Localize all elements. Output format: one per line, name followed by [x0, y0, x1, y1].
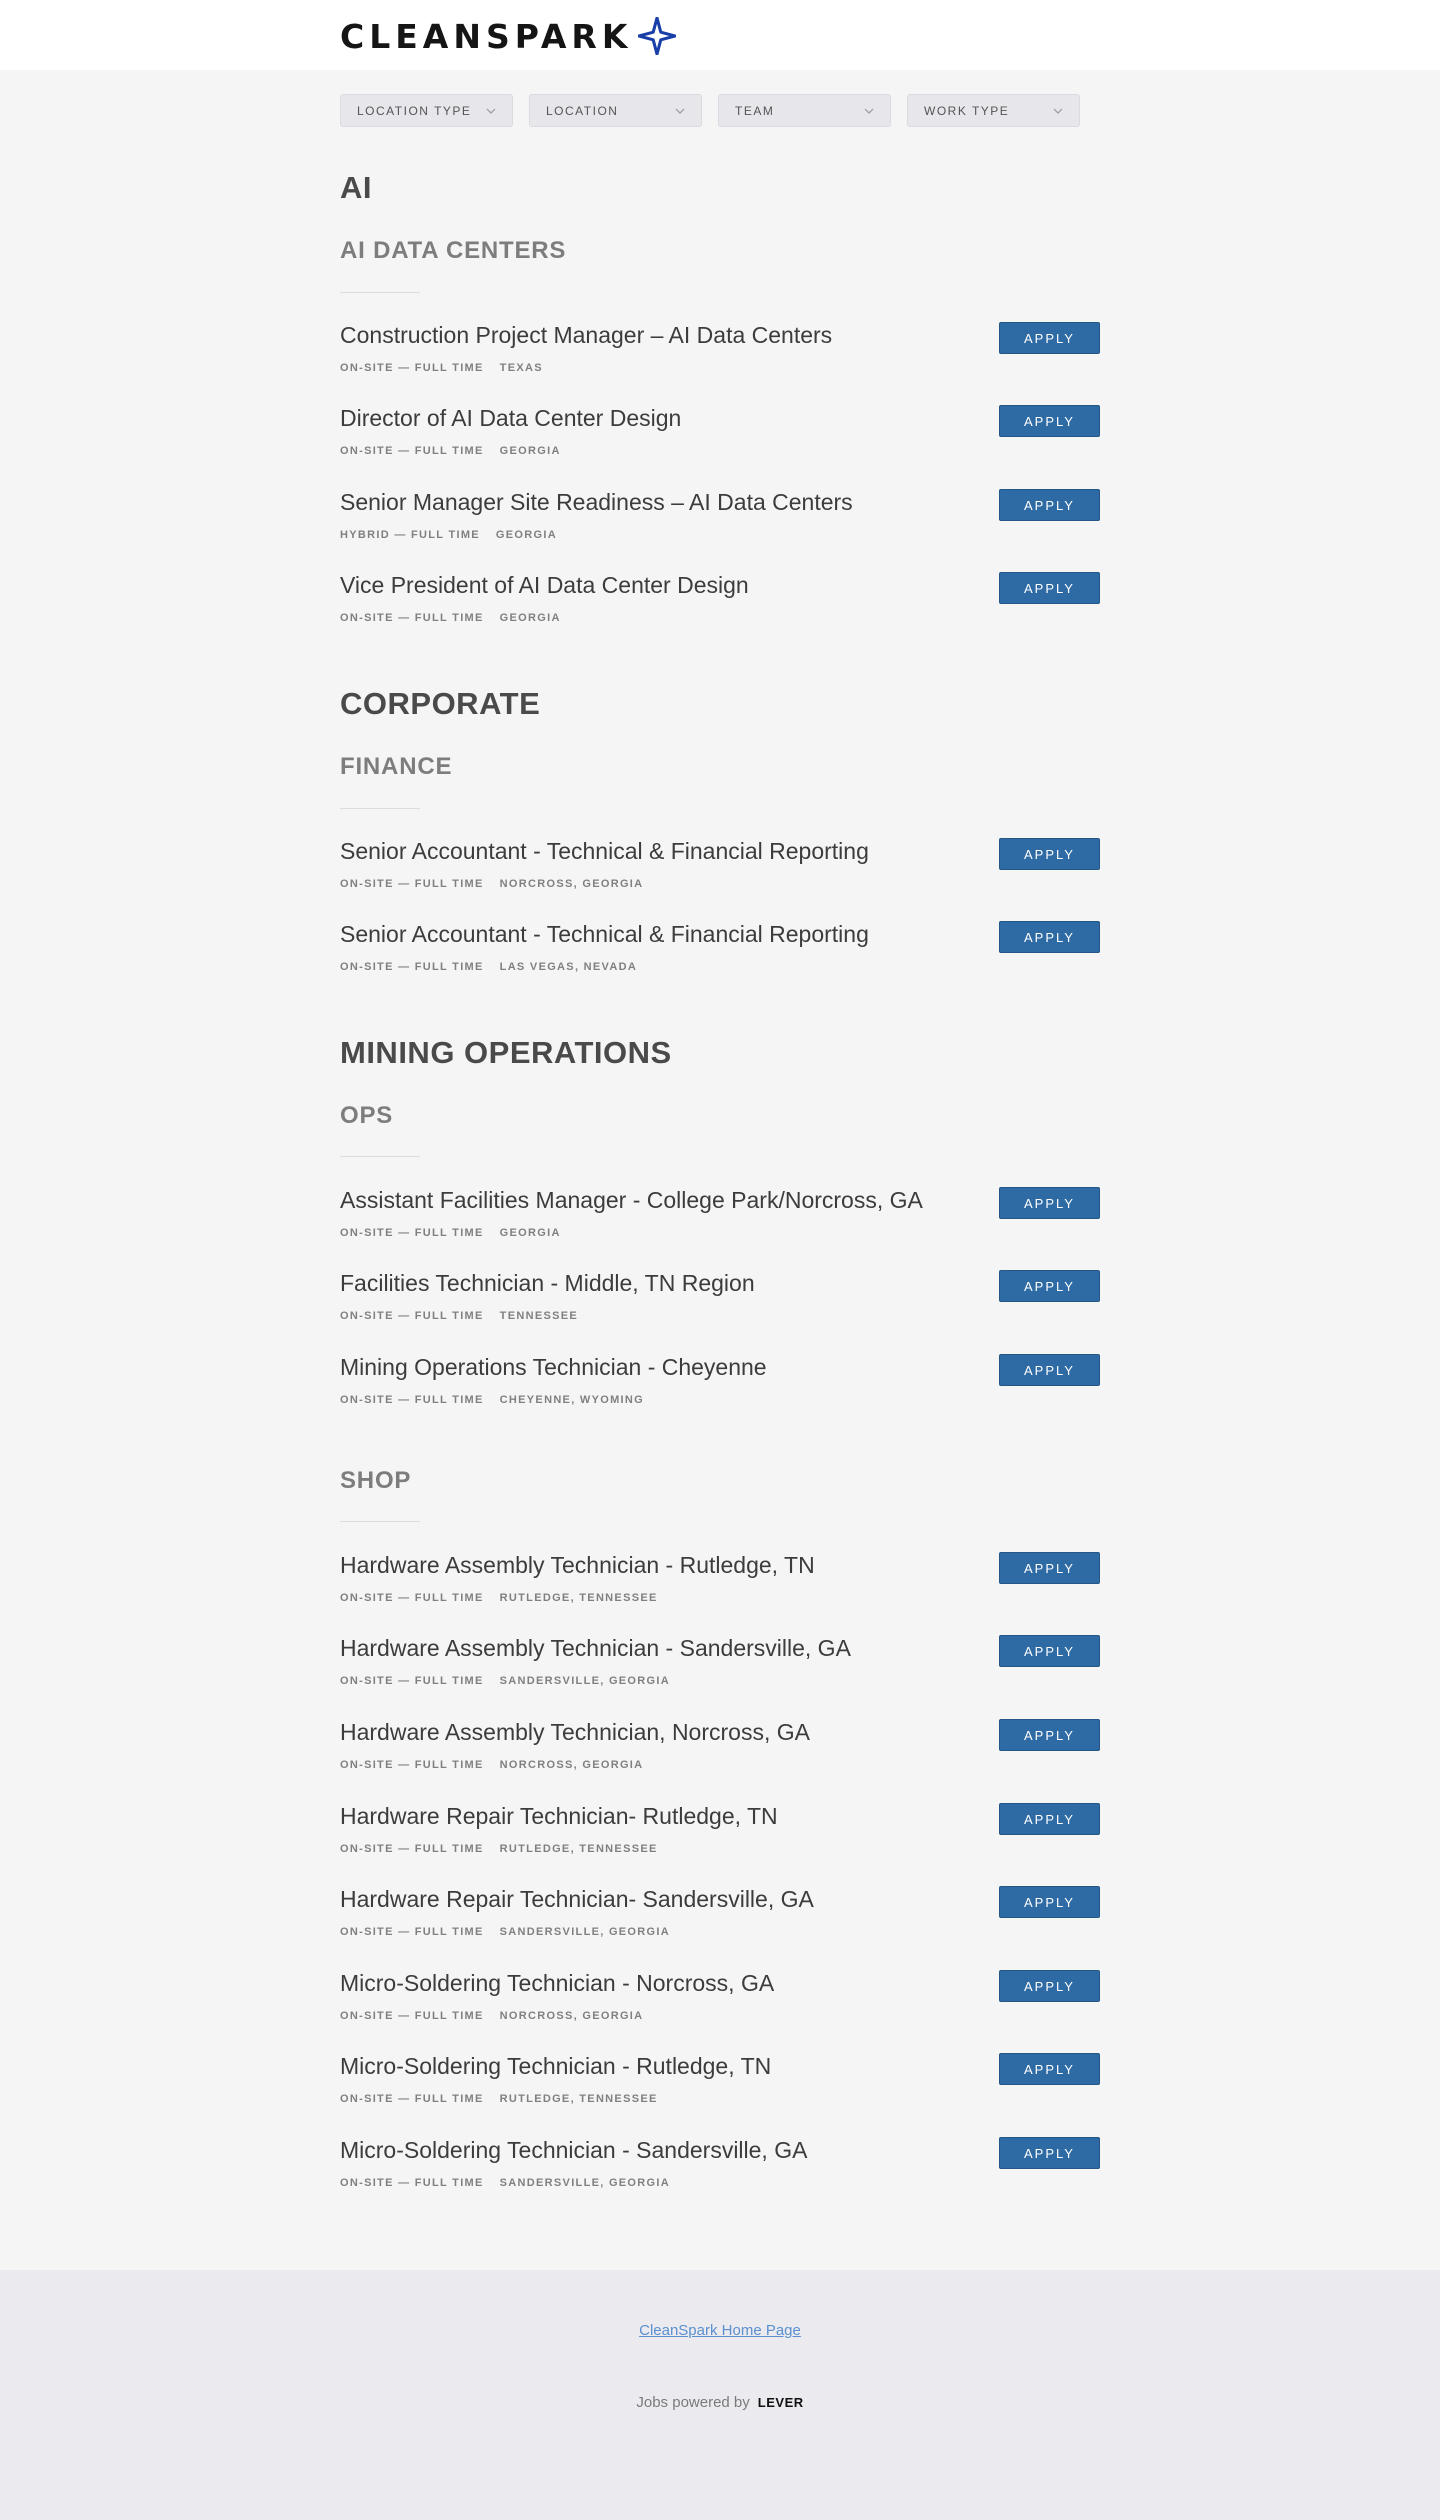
posting-location: TENNESSEE [499, 1310, 579, 1322]
filter-label: WORK TYPE [924, 103, 1010, 118]
posting [340, 1187, 1100, 1257]
posting [340, 1719, 1100, 1789]
powered-by-text: Jobs powered by [636, 2394, 750, 2411]
divider [340, 1521, 420, 1522]
posting [340, 1635, 1100, 1705]
filter-label: LOCATION TYPE [357, 103, 472, 118]
posting-title[interactable]: Construction Project Manager – AI Data Centers [340, 322, 833, 348]
posting [340, 572, 1100, 642]
posting-location: RUTLEDGE, TENNESSEE [499, 2093, 658, 2105]
posting-commitment: ON-SITE — FULL TIME [340, 1675, 484, 1687]
apply-button[interactable]: APPLY [999, 1635, 1100, 1667]
posting-location: SANDERSVILLE, GEORGIA [499, 1675, 670, 1687]
chevron-down-icon [864, 108, 874, 114]
posting-location: LAS VEGAS, NEVADA [499, 961, 638, 973]
footer-home-link-wrap [0, 2322, 1440, 2340]
posting-commitment: ON-SITE — FULL TIME [340, 1310, 484, 1322]
posting-commitment: ON-SITE — FULL TIME [340, 1227, 484, 1239]
chevron-down-icon [675, 108, 685, 114]
posting-title[interactable]: Hardware Assembly Technician - Sandersville, GA [340, 1635, 851, 1661]
posting-commitment: ON-SITE — FULL TIME [340, 1592, 484, 1604]
apply-button[interactable]: APPLY [999, 489, 1100, 521]
team-heading: AI DATA CENTERS [340, 237, 567, 264]
divider [340, 808, 420, 809]
filter-label: TEAM [735, 103, 775, 118]
posting-title[interactable]: Hardware Repair Technician- Rutledge, TN [340, 1803, 778, 1829]
posting-title[interactable]: Facilities Technician - Middle, TN Region [340, 1270, 755, 1296]
apply-button[interactable]: APPLY [999, 2053, 1100, 2085]
apply-button[interactable]: APPLY [999, 1552, 1100, 1584]
apply-button[interactable]: APPLY [999, 572, 1100, 604]
posting-meta [340, 2177, 670, 2189]
posting-meta [340, 1227, 561, 1239]
apply-button[interactable]: APPLY [999, 1719, 1100, 1751]
divider [340, 1156, 420, 1157]
department-heading: AI [340, 170, 372, 205]
posting [340, 838, 1100, 908]
posting-title[interactable]: Micro-Soldering Technician - Rutledge, TN [340, 2053, 772, 2079]
apply-button[interactable]: APPLY [999, 405, 1100, 437]
posting-commitment: ON-SITE — FULL TIME [340, 961, 484, 973]
posting-commitment: ON-SITE — FULL TIME [340, 2177, 484, 2189]
posting-location: GEORGIA [499, 445, 561, 457]
posting-location: RUTLEDGE, TENNESSEE [499, 1592, 658, 1604]
posting-meta [340, 2093, 658, 2105]
apply-button[interactable]: APPLY [999, 322, 1100, 354]
posting [340, 322, 1100, 392]
posting-meta [340, 362, 543, 374]
chevron-down-icon [1053, 108, 1063, 114]
filter-bar [340, 94, 1080, 127]
posting-commitment: ON-SITE — FULL TIME [340, 1926, 484, 1938]
posting-commitment: ON-SITE — FULL TIME [340, 878, 484, 890]
apply-button[interactable]: APPLY [999, 1270, 1100, 1302]
posting-meta [340, 529, 557, 541]
posting-location: CHEYENNE, WYOMING [499, 1394, 645, 1406]
posting-title[interactable]: Mining Operations Technician - Cheyenne [340, 1354, 767, 1380]
posting-meta [340, 445, 561, 457]
lever-logo-link[interactable]: LEVER [757, 2395, 804, 2410]
posting-meta [340, 2010, 643, 2022]
posting [340, 1970, 1100, 2040]
posting-title[interactable]: Senior Accountant - Technical & Financial Reporting [340, 921, 869, 947]
posting [340, 1803, 1100, 1873]
posting-commitment: ON-SITE — FULL TIME [340, 362, 484, 374]
apply-button[interactable]: APPLY [999, 921, 1100, 953]
filter-label: LOCATION [546, 103, 619, 118]
posting [340, 405, 1100, 475]
apply-button[interactable]: APPLY [999, 1803, 1100, 1835]
posting-commitment: ON-SITE — FULL TIME [340, 612, 484, 624]
posting-location: NORCROSS, GEORGIA [499, 878, 644, 890]
department-heading: CORPORATE [340, 686, 541, 721]
apply-button[interactable]: APPLY [999, 838, 1100, 870]
posting-title[interactable]: Hardware Assembly Technician, Norcross, GA [340, 1719, 810, 1745]
posting-meta [340, 1926, 670, 1938]
filter-work-type[interactable] [907, 94, 1080, 127]
team-heading: FINANCE [340, 753, 453, 780]
posting-meta [340, 878, 643, 890]
posting-meta [340, 1592, 658, 1604]
posting-meta [340, 612, 561, 624]
logo-wordmark: CLEANSPARK [340, 16, 633, 56]
posting-meta [340, 961, 637, 973]
posting-title[interactable]: Hardware Repair Technician- Sandersville, GA [340, 1886, 814, 1912]
posting-title[interactable]: Assistant Facilities Manager - College Park/Norcross, GA [340, 1187, 923, 1213]
posting-location: TEXAS [499, 362, 543, 374]
four-point-star-icon [638, 17, 676, 55]
posting-location: GEORGIA [495, 529, 557, 541]
powered-by [0, 2394, 1440, 2411]
posting-location: SANDERSVILLE, GEORGIA [499, 2177, 670, 2189]
posting-location: GEORGIA [499, 1227, 561, 1239]
posting-meta [340, 1310, 578, 1322]
posting-title[interactable]: Hardware Assembly Technician - Rutledge, TN [340, 1552, 815, 1578]
chevron-down-icon [486, 108, 496, 114]
apply-button[interactable]: APPLY [999, 1187, 1100, 1219]
apply-button[interactable]: APPLY [999, 2137, 1100, 2169]
posting-title[interactable]: Vice President of AI Data Center Design [340, 572, 749, 598]
posting-location: NORCROSS, GEORGIA [499, 2010, 644, 2022]
filter-location[interactable] [529, 94, 702, 127]
posting-meta [340, 1675, 670, 1687]
team-heading: OPS [340, 1102, 394, 1129]
posting [340, 489, 1100, 559]
posting-meta [340, 1759, 643, 1771]
filter-location-type[interactable] [340, 94, 513, 127]
posting-title[interactable]: Micro-Soldering Technician - Norcross, GA [340, 1970, 775, 1996]
posting-commitment: ON-SITE — FULL TIME [340, 1759, 484, 1771]
posting-commitment: ON-SITE — FULL TIME [340, 2010, 484, 2022]
posting-location: SANDERSVILLE, GEORGIA [499, 1926, 670, 1938]
apply-button[interactable]: APPLY [999, 1354, 1100, 1386]
posting-title[interactable]: Micro-Soldering Technician - Sandersville, GA [340, 2137, 808, 2163]
posting-commitment: ON-SITE — FULL TIME [340, 1843, 484, 1855]
posting [340, 921, 1100, 991]
posting-commitment: HYBRID — FULL TIME [340, 529, 480, 541]
posting [340, 1270, 1100, 1340]
apply-button[interactable]: APPLY [999, 1970, 1100, 2002]
posting-location: NORCROSS, GEORGIA [499, 1759, 644, 1771]
posting-title[interactable]: Director of AI Data Center Design [340, 405, 682, 431]
posting-location: GEORGIA [499, 612, 561, 624]
posting [340, 2137, 1100, 2207]
posting-location: RUTLEDGE, TENNESSEE [499, 1843, 658, 1855]
team-heading: SHOP [340, 1467, 412, 1494]
apply-button[interactable]: APPLY [999, 1886, 1100, 1918]
divider [340, 292, 420, 293]
posting-title[interactable]: Senior Manager Site Readiness – AI Data Centers [340, 489, 853, 515]
posting-commitment: ON-SITE — FULL TIME [340, 445, 484, 457]
posting-commitment: ON-SITE — FULL TIME [340, 2093, 484, 2105]
company-home-link[interactable]: CleanSpark Home Page [639, 2322, 801, 2339]
posting [340, 1552, 1100, 1622]
posting-title[interactable]: Senior Accountant - Technical & Financial Reporting [340, 838, 869, 864]
top-bar [0, 0, 1440, 70]
posting [340, 1886, 1100, 1956]
company-logo[interactable] [340, 14, 676, 58]
posting-meta [340, 1843, 658, 1855]
posting [340, 2053, 1100, 2123]
filter-team[interactable] [718, 94, 891, 127]
posting-meta [340, 1394, 644, 1406]
department-heading: MINING OPERATIONS [340, 1035, 672, 1070]
footer [0, 2270, 1440, 2520]
posting-commitment: ON-SITE — FULL TIME [340, 1394, 484, 1406]
posting [340, 1354, 1100, 1424]
